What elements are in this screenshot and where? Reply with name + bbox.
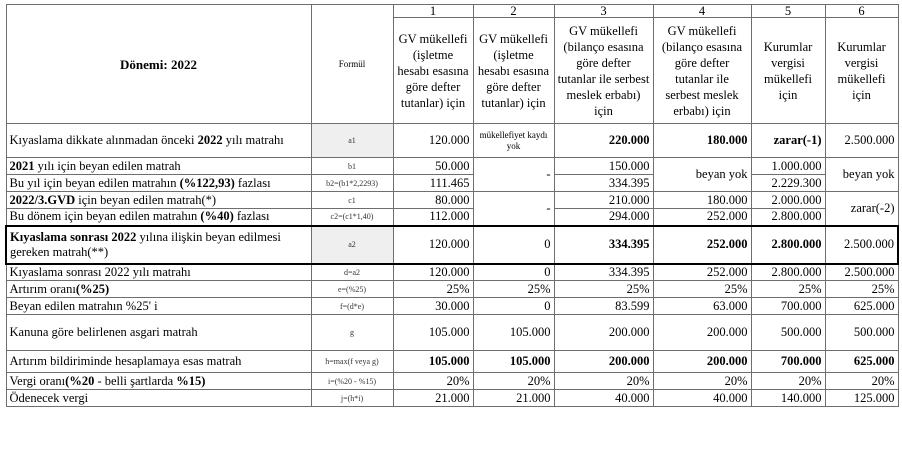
table-row (6, 373, 898, 390)
tax-calculation-table (5, 4, 899, 407)
value-cell: 21.000 (473, 390, 554, 407)
value-cell: 25% (393, 281, 473, 298)
label-text: Bu dönem için beyan edilen matrahın (9, 209, 201, 224)
value-cell: 700.000 (751, 298, 825, 315)
value-cell: 112.000 (393, 209, 473, 226)
table-row (6, 209, 898, 226)
row-label (6, 158, 311, 175)
value-cell: 2.800.000 (751, 226, 825, 264)
row-label: Beyan edilen matrahın %25' i (6, 298, 311, 315)
value-cell: 20% (751, 373, 825, 390)
label-text: fazlası (234, 175, 271, 190)
col-number-4: 4 (653, 5, 751, 18)
formula-cell: d=a2 (311, 264, 393, 281)
formula-cell: c1 (311, 192, 393, 209)
value-cell: 20% (554, 373, 653, 390)
label-text: için beyan edilen matrah(*) (75, 192, 217, 207)
value-cell: 140.000 (751, 390, 825, 407)
label-bold: (%25) (75, 281, 110, 296)
value-cell: 105.000 (393, 315, 473, 351)
col-number-3: 3 (554, 5, 653, 18)
row-label (6, 373, 311, 390)
label-bold: (%20 (65, 373, 95, 388)
period-cell: Dönemi: 2022 (6, 5, 311, 124)
col-header-5: Kurumlar vergisi mükellefi için (751, 18, 825, 124)
value-cell: 2.000.000 (751, 192, 825, 209)
col-number-2: 2 (473, 5, 554, 18)
value-cell: - (473, 158, 554, 192)
value-cell: 50.000 (393, 158, 473, 175)
value-cell: 120.000 (393, 264, 473, 281)
value-cell: 63.000 (653, 298, 751, 315)
value-cell: 125.000 (825, 390, 898, 407)
formula-cell: b2=(b1*2,2293) (311, 175, 393, 192)
col-header-4: GV mükellefi (bilanço esasına göre defter tutanlar ile serbest meslek erbabı) için (653, 18, 751, 124)
value-cell: 20% (825, 373, 898, 390)
formula-header: Formül (311, 5, 393, 124)
row-label (6, 209, 311, 226)
col-number-1: 1 (393, 5, 473, 18)
value-cell: 25% (473, 281, 554, 298)
formula-cell: g (311, 315, 393, 351)
formula-cell: f=(d*e) (311, 298, 393, 315)
value-cell: 210.000 (554, 192, 653, 209)
value-cell: 500.000 (825, 315, 898, 351)
col-header-1: GV mükellefi (işletme hesabı esasına göre defter tutanlar) için (393, 18, 473, 124)
value-cell: 2.500.000 (825, 264, 898, 281)
row-label (6, 175, 311, 192)
value-cell: 2.800.000 (751, 209, 825, 226)
row-label: Ödenecek vergi (6, 390, 311, 407)
label-bold: 2022 (197, 133, 223, 147)
label-bold: (%122,93) (179, 175, 235, 190)
row-label (6, 192, 311, 209)
label-text: yılı matrahı (222, 133, 284, 147)
value-cell: 25% (825, 281, 898, 298)
value-cell: 150.000 (554, 158, 653, 175)
value-cell: 2.500.000 (825, 124, 898, 158)
value-cell: 120.000 (393, 226, 473, 264)
value-cell: 25% (554, 281, 653, 298)
formula-cell: j=(h*i) (311, 390, 393, 407)
label-text: Kıyaslama dikkate alınmadan önceki (9, 133, 198, 147)
value-cell: beyan yok (653, 158, 751, 192)
label-bold: (%40) (200, 209, 234, 224)
col-header-3: GV mükellefi (bilanço esasına göre defter tutanlar ile serbest meslek erbabı) için (554, 18, 653, 124)
table-row (6, 226, 898, 264)
value-cell: 21.000 (393, 390, 473, 407)
label-text: Bu yıl için beyan edilen matrahın (9, 175, 180, 190)
formula-cell: a1 (311, 124, 393, 158)
formula-cell: i=(%20 - %15) (311, 373, 393, 390)
value-cell: 200.000 (554, 351, 653, 373)
value-cell: 1.000.000 (751, 158, 825, 175)
value-cell: 120.000 (393, 124, 473, 158)
table-row (6, 315, 898, 351)
formula-cell: a2 (311, 226, 393, 264)
value-cell: 25% (751, 281, 825, 298)
col-header-2: GV mükellefi (işletme hesabı esasına göre defter tutanlar) için (473, 18, 554, 124)
value-cell: 252.000 (653, 226, 751, 264)
value-cell: zarar(-1) (751, 124, 825, 158)
value-cell: 200.000 (554, 315, 653, 351)
value-cell: 20% (473, 373, 554, 390)
label-bold: 2021 (9, 158, 35, 173)
value-cell: 334.395 (554, 264, 653, 281)
value-cell: 20% (653, 373, 751, 390)
label-text: Artırım oranı (9, 281, 76, 296)
formula-cell: h=max(f veya g) (311, 351, 393, 373)
table-row (6, 192, 898, 209)
value-cell: 252.000 (653, 209, 751, 226)
table-row (6, 351, 898, 373)
value-cell: 0 (473, 298, 554, 315)
value-cell: 180.000 (653, 124, 751, 158)
value-cell: 700.000 (751, 351, 825, 373)
table-row (6, 264, 898, 281)
value-cell: 105.000 (473, 351, 554, 373)
label-text: yılı için beyan edilen matrah (34, 158, 181, 173)
formula-cell: e=(%25) (311, 281, 393, 298)
value-cell: 334.395 (554, 175, 653, 192)
value-cell: - (473, 192, 554, 226)
value-cell: 40.000 (653, 390, 751, 407)
row-label: Artırım bildiriminde hesaplamaya esas matrah (6, 351, 311, 373)
table-row (6, 298, 898, 315)
value-cell: 180.000 (653, 192, 751, 209)
col-number-6: 6 (825, 5, 898, 18)
value-cell: 2.800.000 (751, 264, 825, 281)
value-cell: 83.599 (554, 298, 653, 315)
value-cell: 111.465 (393, 175, 473, 192)
table-row (6, 175, 898, 192)
value-cell: 25% (653, 281, 751, 298)
table-row (6, 158, 898, 175)
label-text: yılına ilişkin beyan edilmesi gereken matrah(**) (10, 229, 281, 259)
value-cell: 0 (473, 226, 554, 264)
value-cell: 20% (393, 373, 473, 390)
formula-cell: b1 (311, 158, 393, 175)
value-cell: 294.000 (554, 209, 653, 226)
value-cell: 2.500.000 (825, 226, 898, 264)
value-cell: 334.395 (554, 226, 653, 264)
row-label: Kanuna göre belirlenen asgari matrah (6, 315, 311, 351)
value-cell: 40.000 (554, 390, 653, 407)
col-number-5: 5 (751, 5, 825, 18)
value-cell: zarar(-2) (825, 192, 898, 226)
value-cell: 625.000 (825, 351, 898, 373)
label-bold: %15) (176, 373, 206, 388)
label-text: - belli şartlarda (94, 373, 177, 388)
row-label (6, 124, 311, 158)
label-bold: Kıyaslama sonrası 2022 (10, 229, 137, 244)
value-cell: 200.000 (653, 315, 751, 351)
label-text: Vergi oranı (9, 373, 66, 388)
value-cell: 0 (473, 264, 554, 281)
row-label: Kıyaslama sonrası 2022 yılı matrahı (6, 264, 311, 281)
value-cell: 105.000 (393, 351, 473, 373)
value-cell: 200.000 (653, 351, 751, 373)
col-header-6: Kurumlar vergisi mükellefi için (825, 18, 898, 124)
value-cell: 30.000 (393, 298, 473, 315)
value-cell: 500.000 (751, 315, 825, 351)
row-label (6, 226, 311, 264)
value-cell: 252.000 (653, 264, 751, 281)
formula-cell: c2=(c1*1,40) (311, 209, 393, 226)
value-cell: beyan yok (825, 158, 898, 192)
row-label (6, 281, 311, 298)
value-cell: 220.000 (554, 124, 653, 158)
table-row (6, 390, 898, 407)
value-cell: mükellefiyet kaydı yok (473, 124, 554, 158)
value-cell: 625.000 (825, 298, 898, 315)
value-cell: 2.229.300 (751, 175, 825, 192)
table-row (6, 124, 898, 158)
label-text: fazlası (233, 209, 270, 224)
label-bold: 2022/3.GVD (9, 192, 76, 207)
value-cell: 105.000 (473, 315, 554, 351)
value-cell: 80.000 (393, 192, 473, 209)
table-row (6, 281, 898, 298)
